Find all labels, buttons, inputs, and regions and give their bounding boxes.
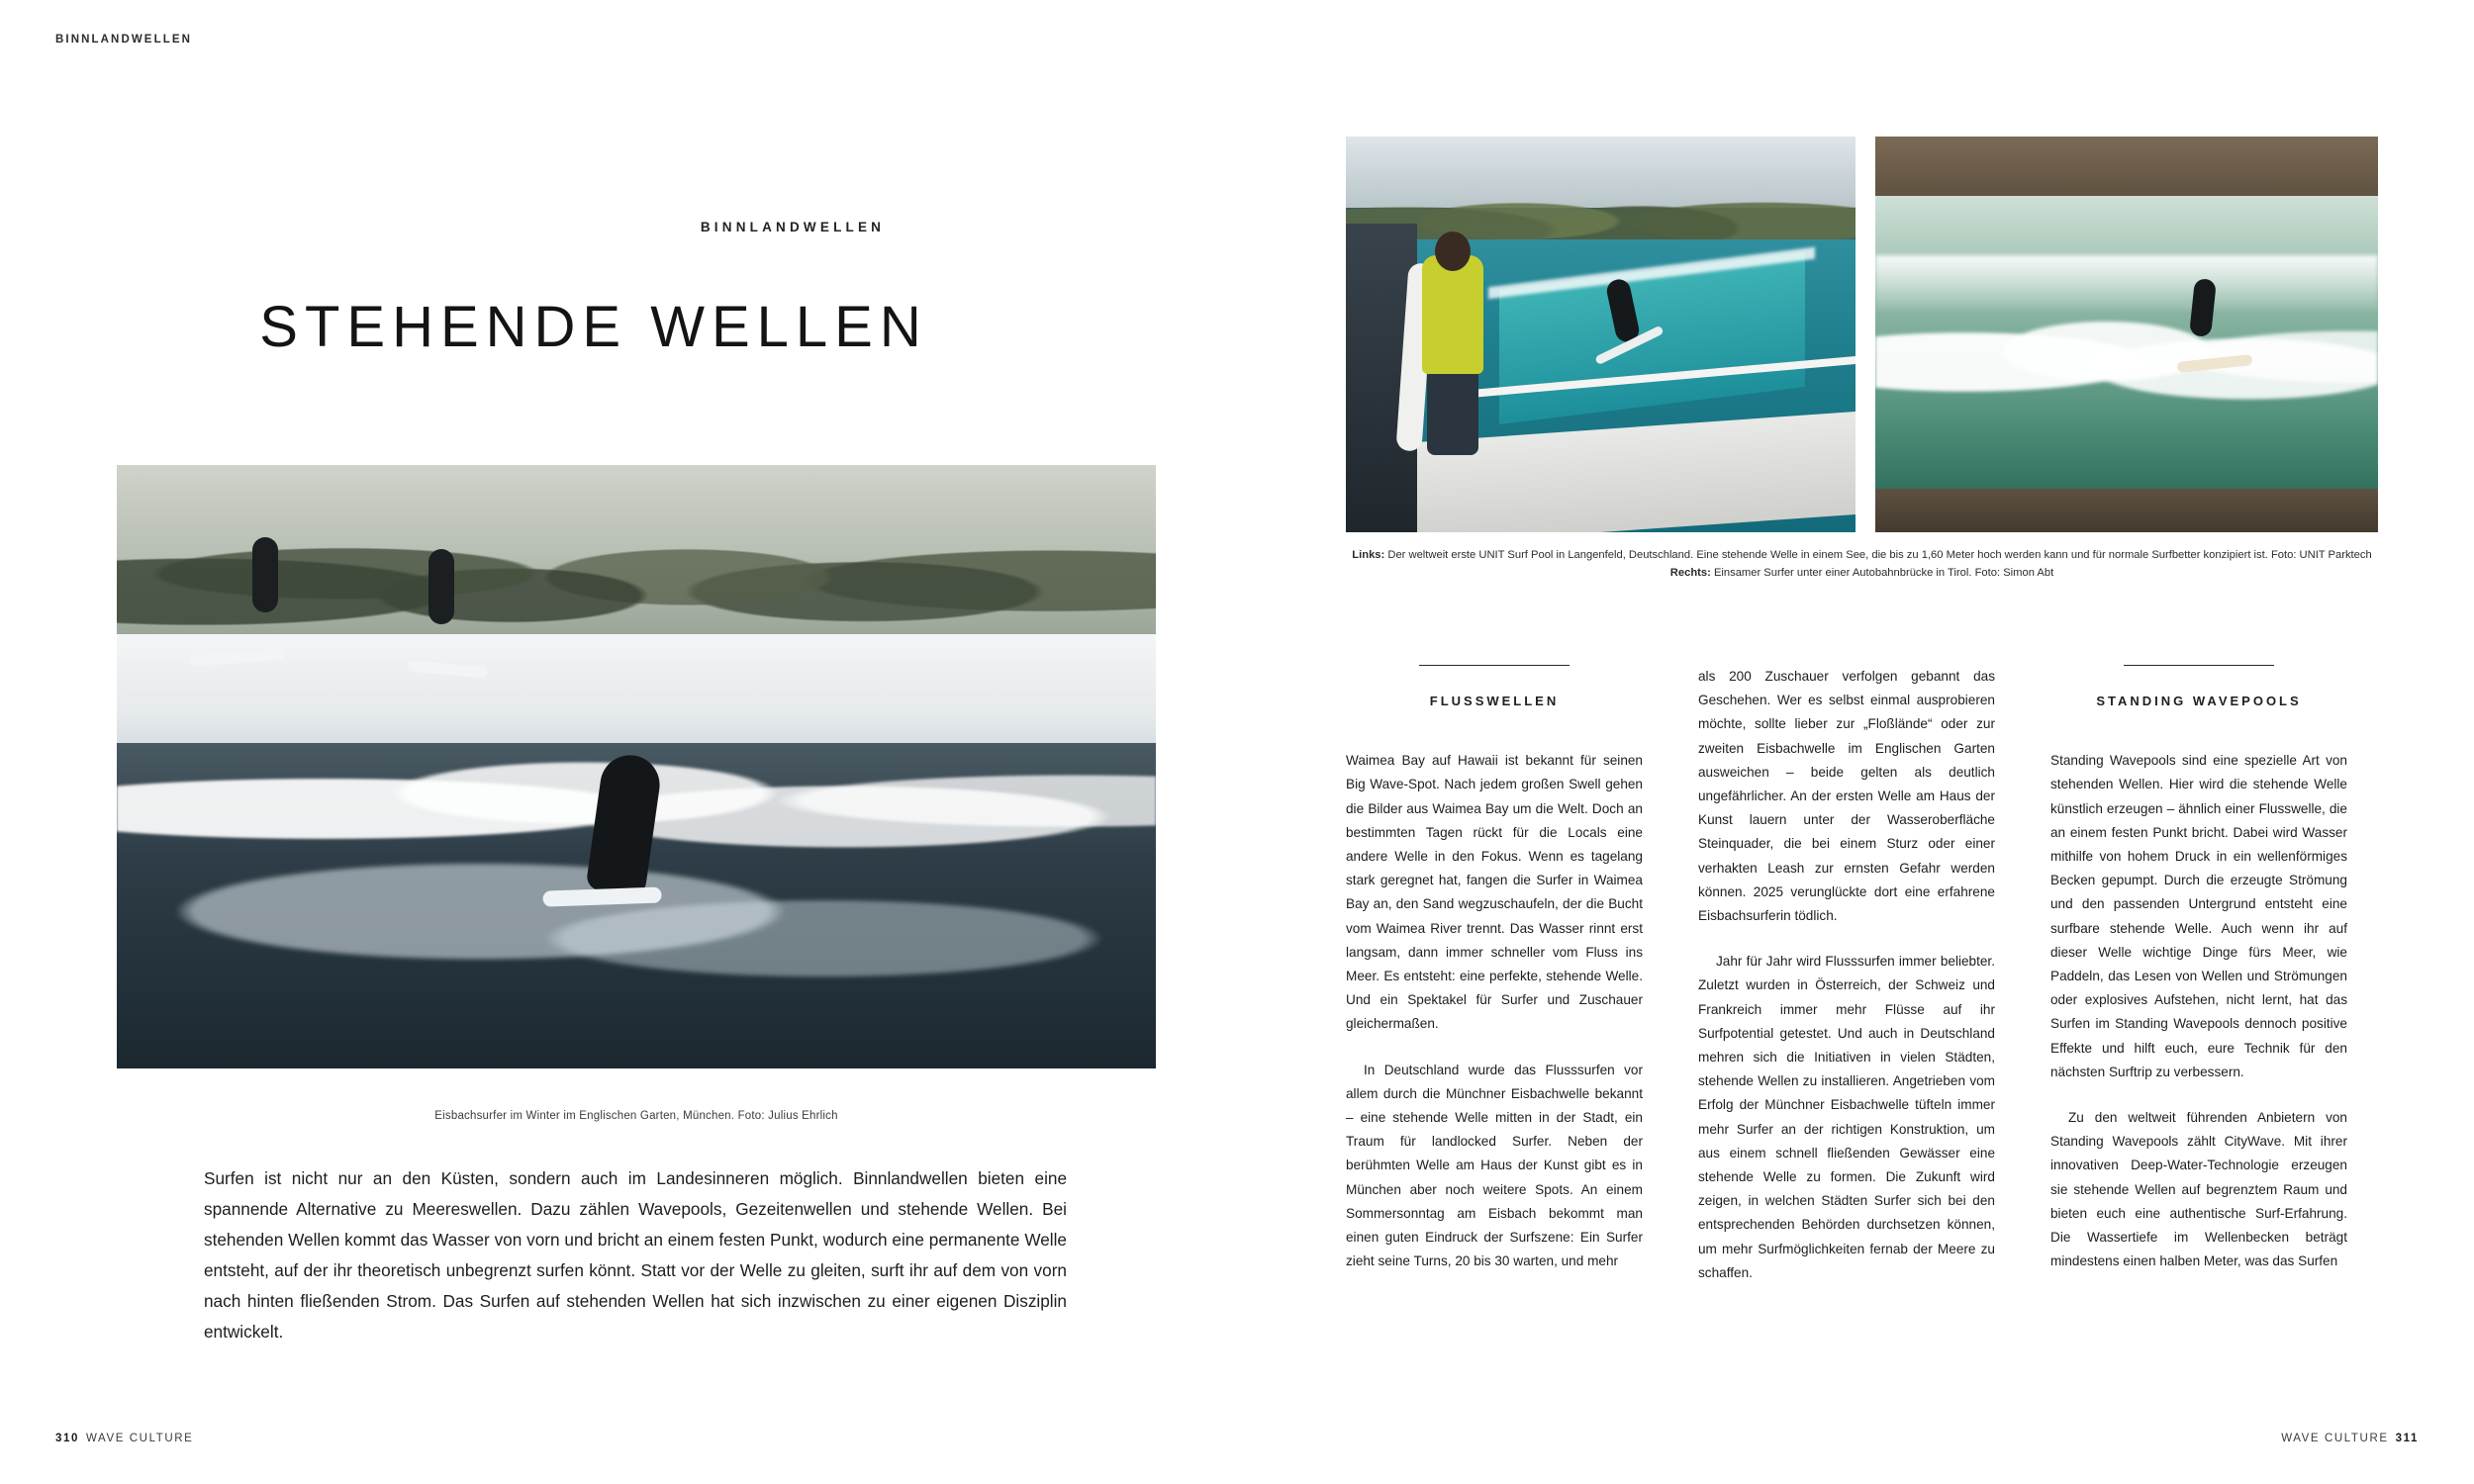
caption-left-text: Der weltweit erste UNIT Surf Pool in Langenfeld, Deutschland. Eine stehende Welle in einem See, die bis zu 1,60 Meter hoch werden kann und für normale Surfbetter konzipiert ist. Foto: UNIT Parktech — [1387, 549, 2372, 561]
hero-photo-caption: Eisbachsurfer im Winter im Englischen Garten, München. Foto: Julius Ehrlich — [434, 1110, 838, 1122]
caption-right-label: Rechts: — [1669, 567, 1711, 579]
section-rule — [2124, 665, 2274, 666]
paragraph: In Deutschland wurde das Flusssurfen vor allem durch die Münchner Eisbachwelle bekannt – eine stehende Welle mitten in der Stadt, ein Traum für landlocked Surfer. Neben der berühmten Welle am Haus der Kunst gibt es in München aber noch weitere Spots. An einem Sommersonntag am Eisbach bekommt man einen guten Eindruck der Surfszene: Ein Surfer zieht seine Turns, 20 bis 30 warten, und mehr — [1346, 1062, 1643, 1269]
photo-river-wave-tirol — [1875, 137, 2378, 532]
photo-bridge-top — [1875, 137, 2378, 204]
article-kicker: BINNLANDWELLEN — [700, 220, 886, 234]
folio-left-label: WAVE CULTURE — [86, 1433, 194, 1444]
caption-right-text: Einsamer Surfer unter einer Autobahnbrücke in Tirol. Foto: Simon Abt — [1713, 567, 2054, 579]
paragraph: Standing Wavepools sind eine spezielle Art von stehenden Wellen. Hier wird die stehende Welle künstlich erzeugen – ähnlich einer Flusswelle, die an einem festen Punkt bricht. Dabei wird Wasser mithilfe von hohem Druck in ein wellenförmiges Becken gepumpt. Durch die erzeugte Strömung und den passenden Untergrund entsteht eine surfbare stehende Welle. Auch wenn ihr auf dieser Welle wichtige Dinge fürs Meer, wie Paddeln, das Lesen von Wellen und Strömungen oder explosives Aufstehen, nicht lernt, hat das Surfen im Standing Wavepools dennoch positive Effekte und hilft euch, eure Technik für den nächsten Surftrip zu verbessern. — [2050, 753, 2347, 1079]
photo-foreground-person-head — [1435, 232, 1471, 271]
section-rule — [1419, 665, 1570, 666]
folio-left — [55, 1433, 193, 1444]
running-head: BINNLANDWELLEN — [55, 34, 192, 46]
photo-bridge-bottom — [1875, 489, 2378, 532]
paragraph: Waimea Bay auf Hawaii ist bekannt für seinen Big Wave-Spot. Nach jedem großen Swell gehen die Bilder aus Waimea Bay um die Welt. Doch an bestimmten Tagen rückt für die Locals eine andere Welle in den Fokus. Wenn es tagelang stark geregnet hat, fangen die Surfer in Waimea Bay an, den Sand wegzuschaufeln, der die Bucht vom Waimea River trennt. Das Wasser rinnt erst langsam, dann immer schneller vom Fluss ins Meer. Es entsteht: eine perfekte, stehende Welle. Und ein Spektakel für Surfer und Zuschauer gleichermaßen. — [1346, 753, 1643, 1032]
photo-treeline — [1346, 160, 1856, 247]
column-flusswellen — [1346, 665, 1643, 1295]
photo-foreground-person-body — [1422, 255, 1483, 374]
right-page — [1237, 0, 2474, 1484]
section-heading-standing-wavepools: STANDING WAVEPOOLS — [2096, 694, 2302, 708]
folio-right-label: WAVE CULTURE — [2281, 1433, 2389, 1444]
column-standing-wavepools — [2050, 665, 2347, 1295]
photo-illustration — [1875, 137, 2378, 532]
photo-illustration — [1346, 137, 1856, 532]
caption-line-right — [1346, 564, 2378, 582]
paragraph: Zu den weltweit führenden Anbietern von Standing Wavepools zählt CityWave. Mit ihrer innovativen Deep-Water-Technologie erzeugen sie stehende Wellen auf begrenztem Raum und bieten euch eine authentische Surf-Erfahrung. Die Wassertiefe im Wellenbecken beträgt mindestens einen halben Meter, was das Surfen — [2050, 1110, 2347, 1269]
caption-line-left — [1346, 546, 2378, 564]
photo-caption-block — [1346, 546, 2378, 582]
photo-unit-surf-pool — [1346, 137, 1856, 532]
photo-foam — [1875, 295, 2378, 429]
folio-right-number: 311 — [2395, 1433, 2419, 1444]
folio-left-number: 310 — [55, 1433, 79, 1444]
paragraph: als 200 Zuschauer verfolgen gebannt das Geschehen. Wer es selbst einmal ausprobieren möchte, sollte lieber zur „Floßlände“ oder zur zweiten Eisbachwelle im Englischen Garten ausweichen – beide gelten als deutlich ungefährlicher. An der ersten Welle am Haus der Kunst lauern unter der Wasseroberfläche Steinquader, die bei einem Sturz oder einer verhakten Leash zur ernsten Gefahr werden können. 2025 verunglückte dort eine erfahrene Eisbachsurferin tödlich. — [1698, 669, 1995, 924]
page-title: STEHENDE WELLEN — [259, 294, 928, 359]
caption-left-label: Links: — [1352, 549, 1385, 561]
photo-standing-surfer-right — [428, 549, 454, 624]
hero-photo-eisbach-winter — [117, 465, 1156, 1068]
article-columns — [1346, 665, 2378, 1417]
folio-right — [2281, 1433, 2419, 1444]
photo-illustration — [117, 465, 1156, 1068]
section-heading-flusswellen: FLUSSWELLEN — [1429, 694, 1560, 708]
photo-standing-surfer-left — [252, 537, 278, 612]
lead-paragraph: Surfen ist nicht nur an den Küsten, sondern auch im Landesinneren möglich. Binnlandwellen bieten eine spannende Alternative zu Meereswellen. Dazu zählen Wavepools, Gezeitenwellen und stehende Wellen. Bei stehenden Wellen kommt das Wasser von vorn und bricht an einem festen Punkt, wodurch eine permanente Welle entsteht, auf der ihr theoretisch unbegrenzt surfen könnt. Statt vor der Welle zu gleiten, surft ihr auf dem von vorn nach hinten fließenden Strom. Das Surfen auf stehenden Wellen hat sich inzwischen zu einer eigenen Disziplin entwickelt. — [204, 1168, 1067, 1342]
column-continuation — [1698, 665, 1995, 1307]
paragraph: Jahr für Jahr wird Flusssurfen immer beliebter. Zuletzt wurden in Österreich, der Schweiz und Frankreich immer mehr Flüsse auf ihr Surfpotential getestet. Und auch in Deutschland mehren sich die Initiativen in vielen Städten, stehende Wellen zu installieren. Angetrieben vom Erfolg der Münchner Eisbachwelle tüfteln immer mehr Surfer an der richtigen Konstruktion, um aus einem schnell fließenden Gewässer eine stehende Welle zu formen. Die Zukunft wird zeigen, in welchen Städten Surfer sich bei den entsprechenden Behörden durchsetzen können, um mehr Surfmöglichkeiten fernab der Meere zu schaffen. — [1698, 954, 1995, 1280]
